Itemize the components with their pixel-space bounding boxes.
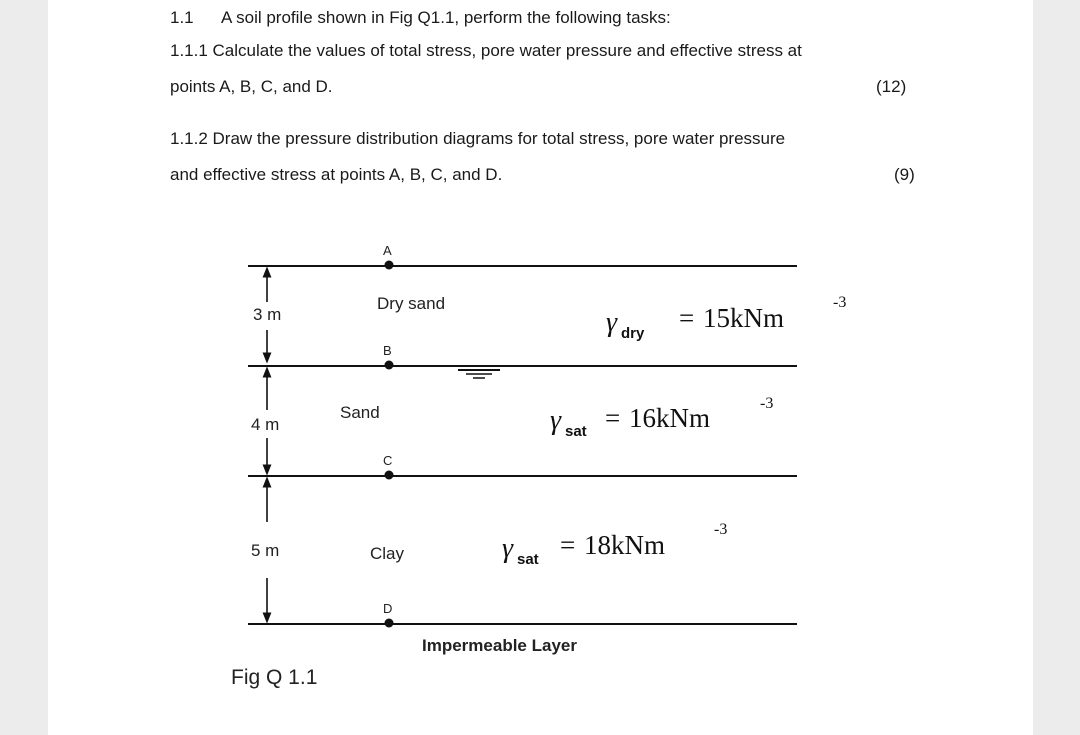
thickness-label-layer2: 4 m (251, 415, 280, 434)
q112-line1: 1.1.2 Draw the pressure distribution diagrams for total stress, pore water pressure (170, 129, 786, 148)
unit-weight-value: 18kNm (584, 530, 665, 560)
unit-weight-layer2 (550, 395, 773, 440)
point-label-d: D (383, 601, 393, 616)
q111-line2: points A, B, C, and D. (170, 77, 333, 96)
unit-exponent: -3 (760, 395, 774, 412)
point-label-a: A (383, 243, 392, 258)
equals-sign: = (560, 530, 576, 560)
equals-sign: = (679, 303, 695, 333)
point-marker-a (385, 261, 394, 270)
q111-marks: (12) (876, 77, 907, 96)
point-label-b: B (383, 343, 392, 358)
point-marker-c (385, 471, 394, 480)
unit-weight-value: 16kNm (629, 403, 710, 433)
layer-name-sand: Sand (340, 403, 380, 422)
unit-weight-value: 15kNm (703, 303, 784, 333)
impermeable-layer-label: Impermeable Layer (422, 636, 577, 655)
unit-weight-layer3 (502, 521, 727, 568)
q112-line2: and effective stress at points A, B, C, and D. (170, 165, 503, 184)
q1-text: A soil profile shown in Fig Q1.1, perform the following tasks: (221, 8, 671, 27)
gamma-symbol: γ (606, 307, 618, 338)
point-marker-d (385, 619, 394, 628)
unit-weight-layer1 (606, 294, 846, 342)
gamma-subscript: sat (517, 551, 539, 568)
layer-name-clay: Clay (370, 544, 405, 563)
point-label-c: C (383, 453, 393, 468)
unit-exponent: -3 (714, 521, 728, 538)
gamma-symbol: γ (502, 533, 514, 564)
gamma-subscript: dry (621, 325, 645, 342)
equals-sign: = (605, 403, 621, 433)
gamma-symbol: γ (550, 405, 562, 436)
figure-caption: Fig Q 1.1 (231, 666, 318, 689)
q111-line1: 1.1.1 Calculate the values of total stress, pore water pressure and effective stress at (170, 41, 802, 60)
gamma-subscript: sat (565, 423, 587, 440)
thickness-label-layer1: 3 m (253, 305, 282, 324)
q112-marks: (9) (894, 165, 915, 184)
thickness-label-layer3: 5 m (251, 541, 280, 560)
layer-name-dry-sand: Dry sand (377, 294, 446, 313)
point-marker-b (385, 361, 394, 370)
q1-number: 1.1 (170, 8, 194, 27)
water-table-icon (458, 370, 500, 378)
unit-exponent: -3 (833, 294, 847, 311)
